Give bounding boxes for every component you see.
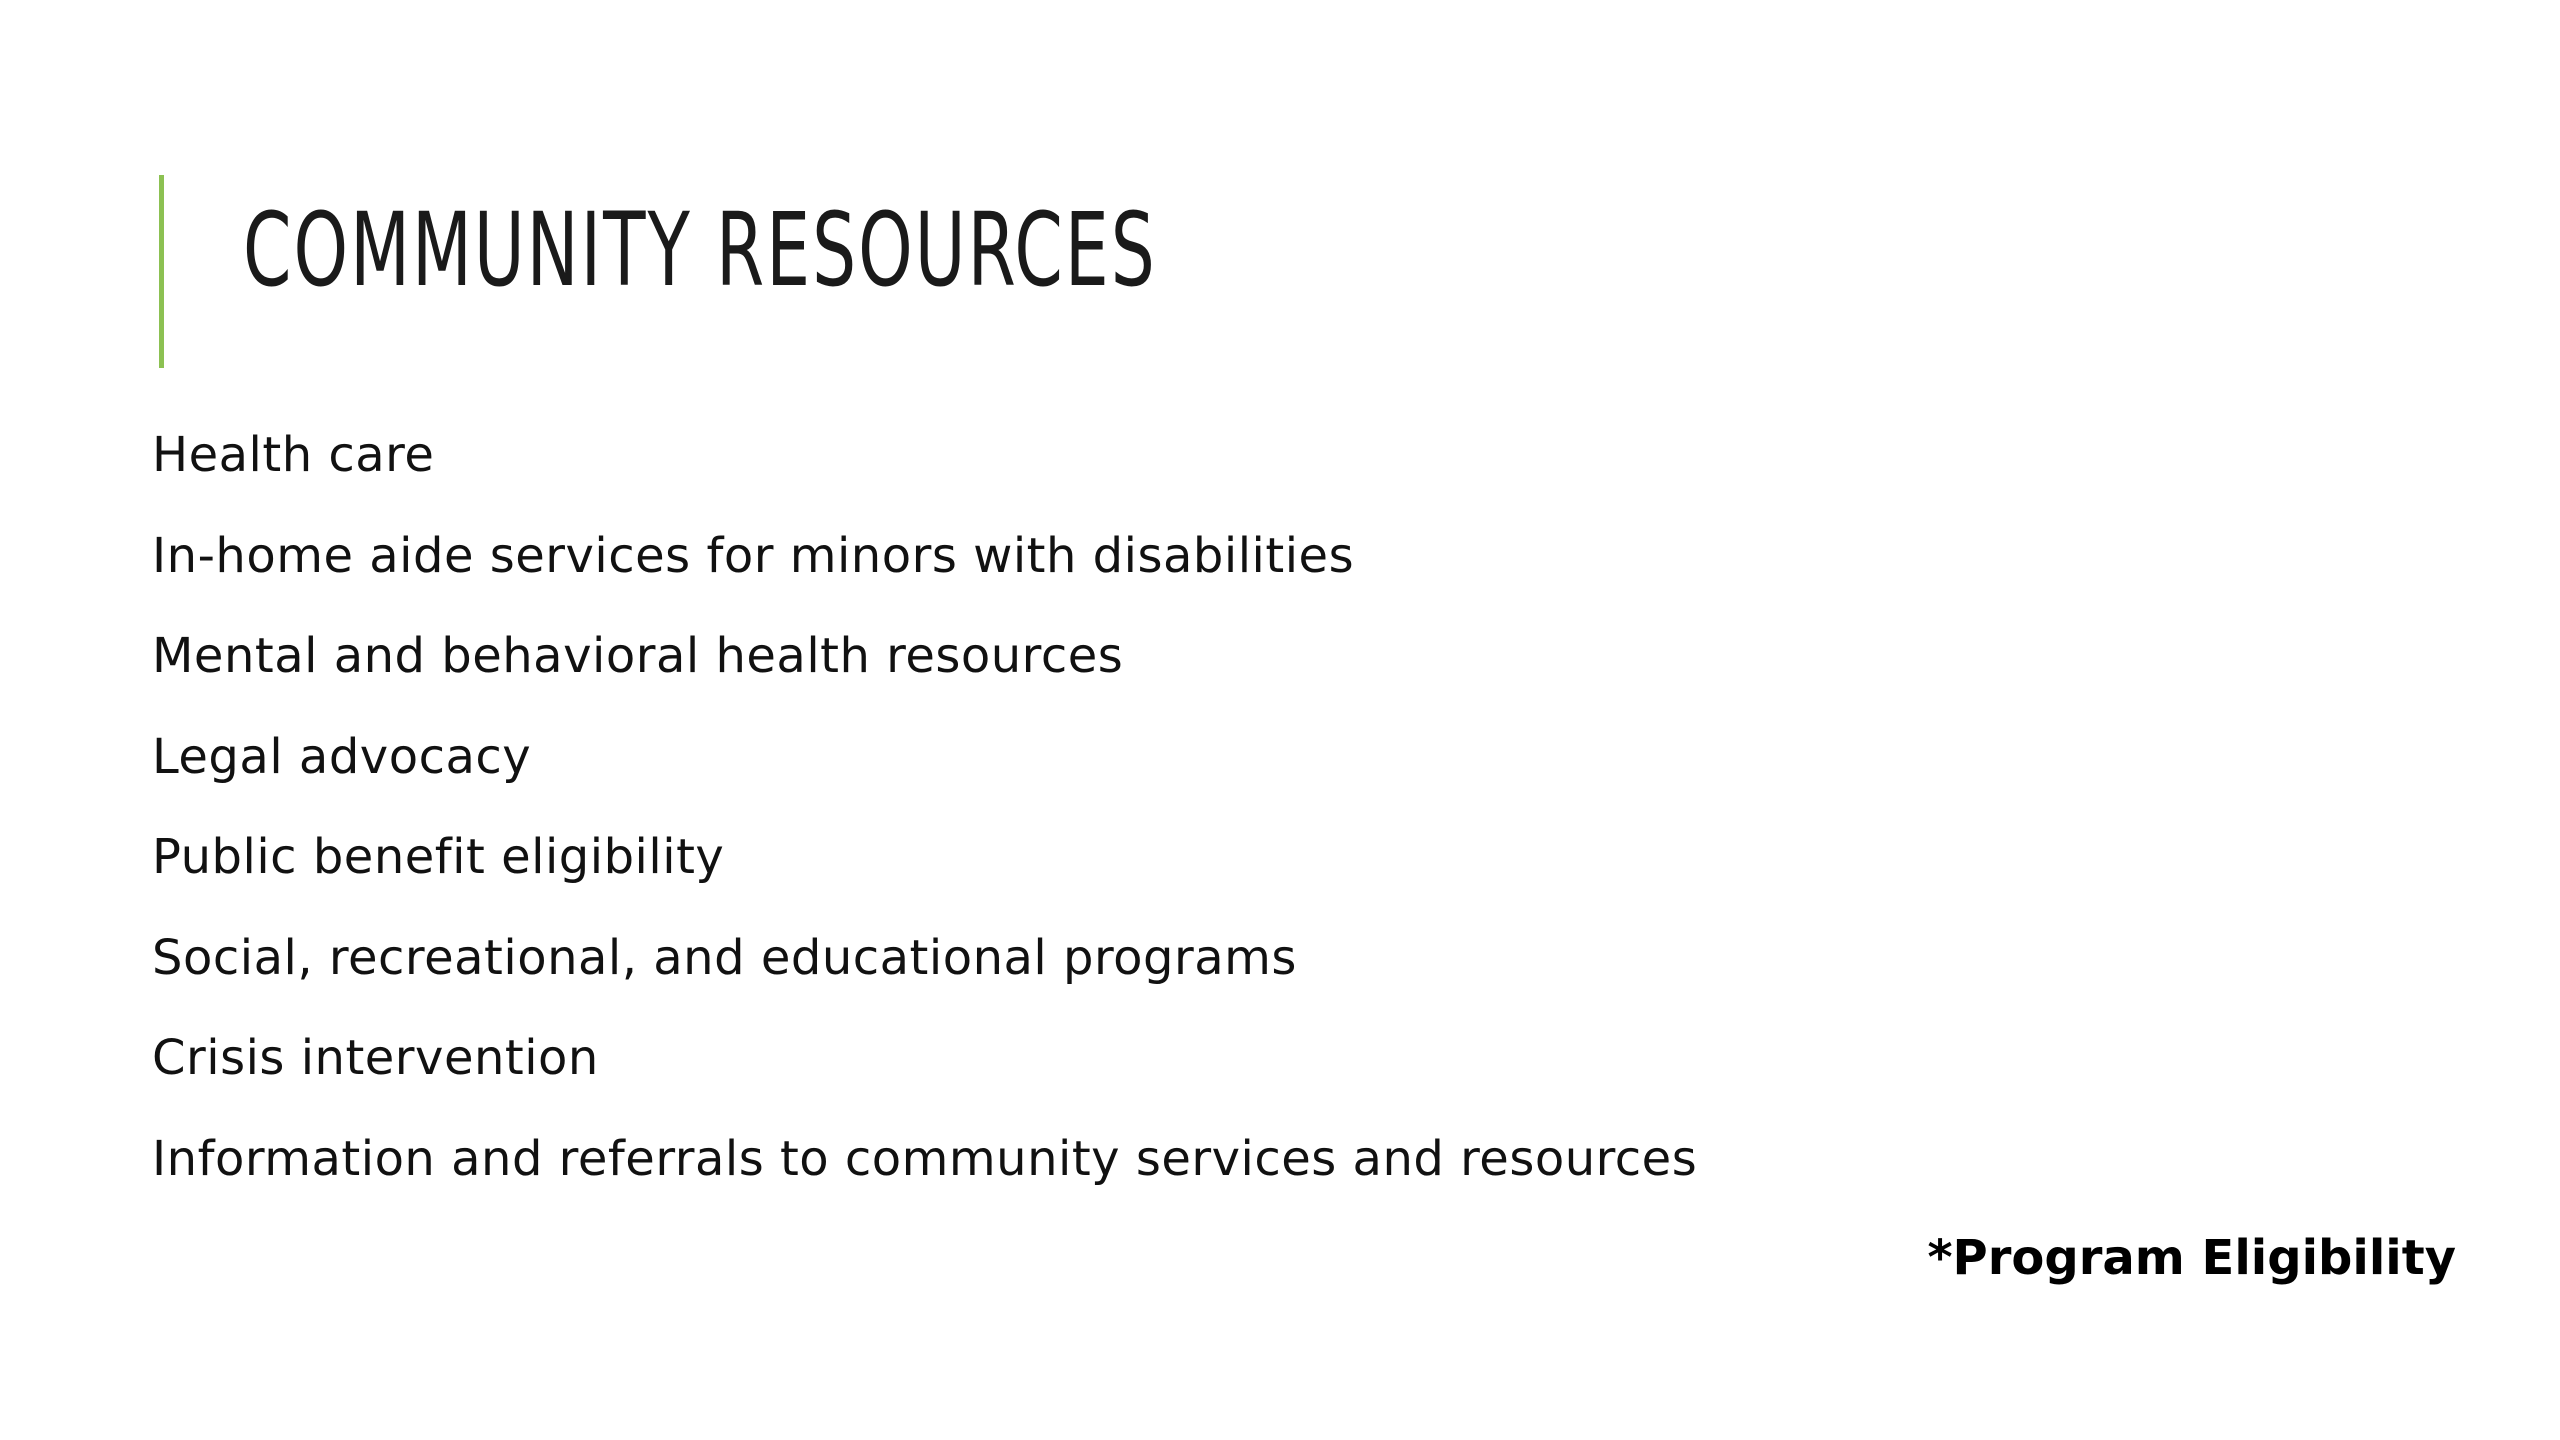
list-item: In-home aide services for minors with disabilities xyxy=(152,527,1355,584)
resource-list xyxy=(152,425,1697,1229)
list-item: Social, recreational, and educational programs xyxy=(152,929,1297,986)
list-item: Information and referrals to community services and resources xyxy=(152,1130,1698,1187)
list-item: Health care xyxy=(152,427,435,483)
title-accent-bar xyxy=(159,175,164,368)
slide-title: COMMUNITY RESOURCES xyxy=(243,191,1157,310)
list-item: Public benefit eligibility xyxy=(152,829,725,885)
program-eligibility-note: *Program Eligibility xyxy=(1927,1230,2456,1286)
list-item: Mental and behavioral health resources xyxy=(152,628,1124,684)
list-item: Legal advocacy xyxy=(152,728,532,785)
list-item: Crisis intervention xyxy=(152,1030,599,1086)
